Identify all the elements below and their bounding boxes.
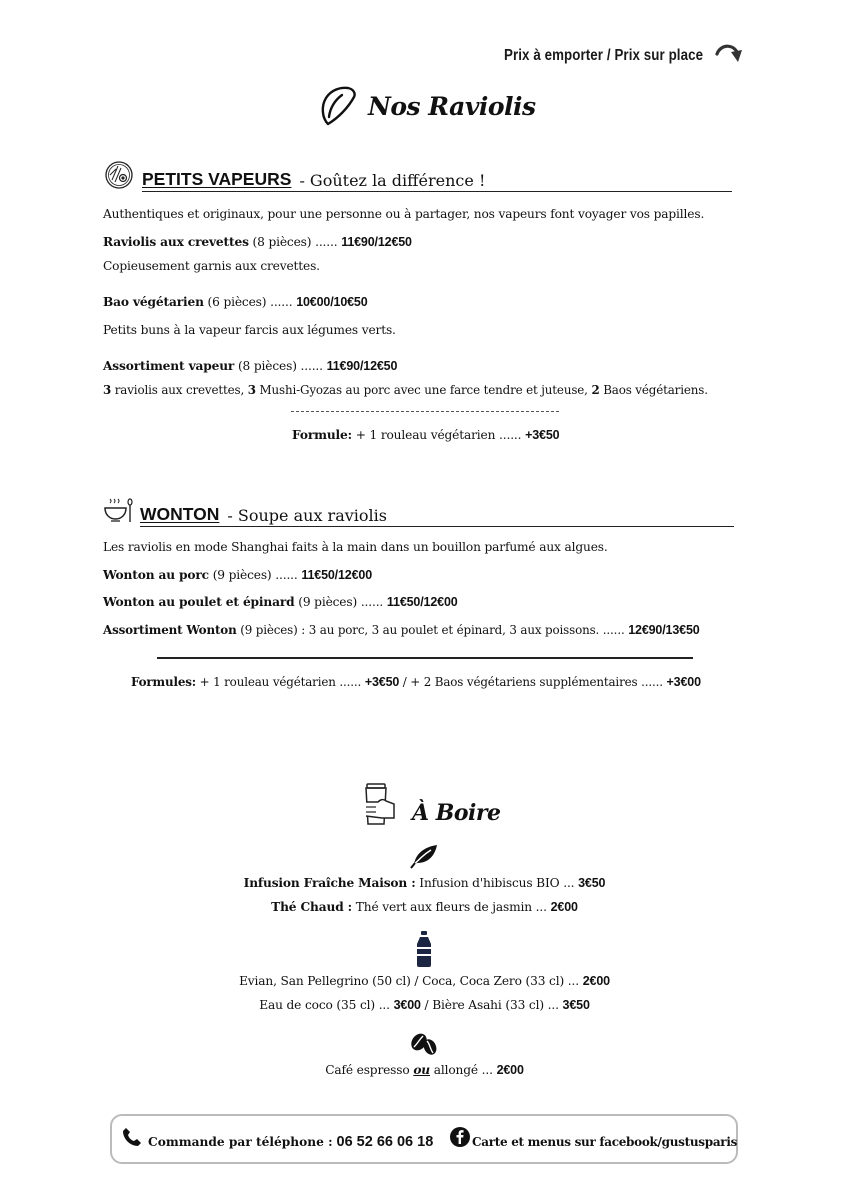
phone-number[interactable]: 06 52 66 06 18 [336, 1134, 434, 1150]
desc-part: Baos végétariens. [599, 383, 708, 397]
formule-label: Formule: [292, 428, 352, 442]
desc-part: Mushi-Gyozas au porc avec une farce tendre et juteuse, [255, 383, 592, 397]
item-qty: (9 pièces) [298, 595, 358, 609]
coffee-line [0, 1063, 849, 1077]
item-qty: (6 pièces) [207, 295, 267, 309]
separator-line [291, 411, 559, 412]
item-price: 11€90/12€50 [341, 235, 412, 249]
item-dots: ...... [315, 235, 338, 249]
title-row [318, 80, 536, 132]
drinks-title: À Boire [412, 800, 501, 826]
item-name: Raviolis aux crevettes [103, 235, 249, 249]
phone-order [148, 1134, 433, 1150]
menu-item [103, 235, 412, 249]
menu-item [103, 623, 700, 637]
count: 2 [591, 383, 600, 397]
item-qty: (9 pièces) [212, 568, 272, 582]
section-intro: Les raviolis en mode Shanghai faits à la main dans un bouillon parfumé aux algues. [103, 540, 608, 554]
drink-line [0, 900, 849, 914]
item-name: Wonton au poulet et épinard [103, 595, 295, 609]
item-dots: ...... [300, 359, 323, 373]
coffee-price: 2€00 [496, 1063, 524, 1077]
separator-line [157, 657, 693, 659]
menu-item [103, 595, 458, 609]
section-title: PETITS VAPEURS [142, 169, 292, 189]
item-description: Copieusement garnis aux crevettes. [103, 259, 320, 273]
formule-price: +3€50 [525, 428, 560, 442]
formule-line [292, 428, 559, 442]
drink-text: Infusion d'hibiscus BIO ... [415, 876, 579, 890]
item-price: 11€90/12€50 [326, 359, 398, 373]
drink-label: Infusion Fraîche Maison : [243, 876, 416, 890]
drink-price: 3€50 [562, 998, 590, 1012]
price-note: Prix à emporter / Prix sur place [504, 47, 704, 64]
item-dots: ...... [360, 595, 384, 609]
item-qty: (8 pièces) [237, 359, 297, 373]
item-dots: ...... [270, 295, 293, 309]
drink-price: 3€50 [578, 876, 606, 890]
menu-item [103, 295, 368, 309]
item-price: 11€50/12€00 [386, 595, 458, 609]
menu-item [103, 359, 397, 373]
steamer-basket-icon [104, 160, 134, 190]
coffee-text: allongé ... [430, 1063, 497, 1077]
cup-in-hand-icon [362, 782, 398, 826]
item-price: 12€90/13€50 [628, 623, 700, 637]
facebook-icon [450, 1127, 470, 1147]
page-title: Nos Raviolis [368, 91, 536, 121]
coffee-or: ou [413, 1063, 431, 1077]
phone-icon [122, 1127, 142, 1147]
phone-label: Commande par téléphone : [148, 1135, 333, 1149]
bottle-icon [415, 931, 433, 967]
drink-label: Thé Chaud : [271, 900, 353, 914]
formules-line [131, 675, 701, 689]
drink-price: 2€00 [582, 974, 610, 988]
soup-bowl-icon [104, 497, 134, 525]
formules-price: +3€50 [364, 675, 400, 689]
facebook-link[interactable]: Carte et menus sur facebook/gustusparis [472, 1135, 738, 1149]
section-subtitle: - Goûtez la différence ! [299, 171, 486, 190]
drink-text: Eau de coco (35 cl) ... [259, 998, 394, 1012]
item-name: Assortiment vapeur [103, 359, 235, 373]
desc-part: raviolis aux crevettes, [111, 383, 248, 397]
item-detail: 3 au porc, 3 au poulet et épinard, 3 aux poissons. ...... [308, 623, 625, 637]
drink-line [0, 876, 849, 890]
drink-line [0, 974, 849, 988]
count: 3 [247, 383, 256, 397]
item-dots: ...... [275, 568, 298, 582]
section-subtitle: - Soupe aux raviolis [227, 506, 387, 525]
item-description [103, 383, 708, 397]
formules-text: + 1 rouleau végétarien ...... [196, 675, 365, 689]
menu-item [103, 568, 372, 582]
drink-text: Thé vert aux fleurs de jasmin ... [352, 900, 551, 914]
curved-arrow-icon [714, 40, 744, 70]
drink-price: 2€00 [550, 900, 578, 914]
item-name: Bao végétarien [103, 295, 204, 309]
item-qty: (8 pièces) [252, 235, 312, 249]
drink-price: 3€00 [393, 998, 421, 1012]
drink-text: / Bière Asahi (33 cl) ... [420, 998, 563, 1012]
dumpling-icon [318, 84, 358, 128]
leaf-icon [409, 843, 439, 869]
formules-price: +3€00 [666, 675, 701, 689]
item-name: Wonton au porc [103, 568, 209, 582]
formule-text: + 1 rouleau végétarien ...... [351, 428, 526, 442]
item-price: 11€50/12€00 [301, 568, 373, 582]
coffee-beans-icon [409, 1032, 439, 1056]
section-header-petits-vapeurs [104, 160, 732, 192]
drinks-title-row [362, 782, 500, 826]
formules-label: Formules: [131, 675, 197, 689]
coffee-text: Café espresso [325, 1063, 414, 1077]
item-name: Assortiment Wonton [103, 623, 237, 637]
item-qty: (9 pièces) : [240, 623, 306, 637]
formules-text: / + 2 Baos végétariens supplémentaires ...... [399, 675, 667, 689]
item-description: Petits buns à la vapeur farcis aux légumes verts. [103, 323, 396, 337]
item-price: 10€00/10€50 [296, 295, 368, 309]
section-intro: Authentiques et originaux, pour une personne ou à partager, nos vapeurs font voyager vos papilles. [103, 207, 705, 221]
drink-text: Evian, San Pellegrino (50 cl) / Coca, Coca Zero (33 cl) ... [239, 974, 583, 988]
drink-line [0, 998, 849, 1012]
section-header-wonton [104, 497, 734, 527]
section-title: WONTON [140, 504, 220, 524]
count: 3 [103, 383, 112, 397]
